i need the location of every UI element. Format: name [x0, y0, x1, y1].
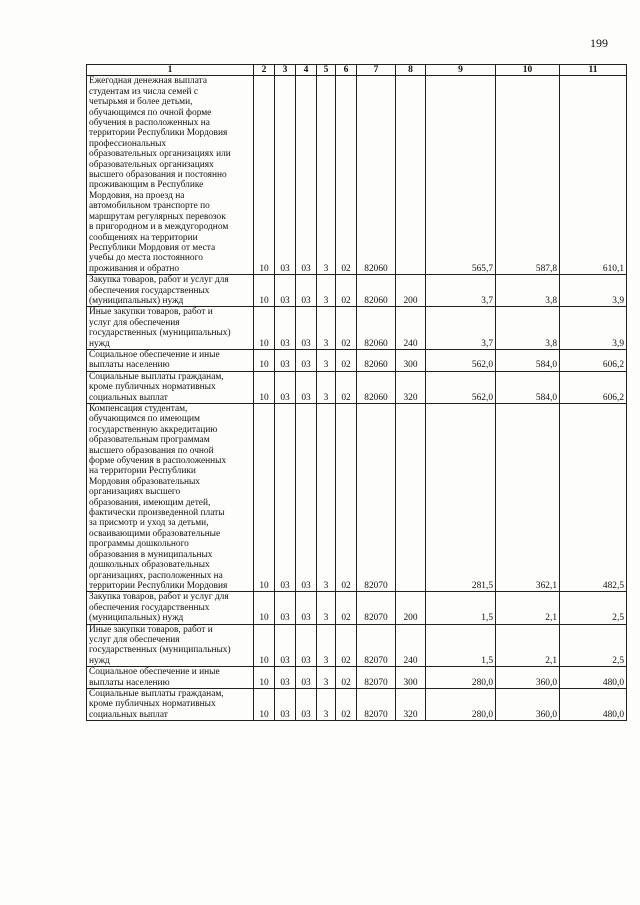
cell-expense-type [396, 76, 426, 275]
cell-amount-year2: 587,8 [496, 76, 560, 275]
cell-expense-type: 320 [396, 688, 426, 720]
cell-section: 10 [254, 275, 275, 307]
cell-subsection: 03 [275, 667, 296, 689]
cell-subprogram: 3 [317, 592, 336, 624]
cell-program: 03 [296, 76, 317, 275]
cell-expense-type: 200 [396, 592, 426, 624]
row-name: Социальное обеспечение и иные выплаты населению [87, 349, 254, 371]
cell-amount-year1: 280,0 [426, 667, 496, 689]
cell-section: 10 [254, 349, 275, 371]
cell-program: 03 [296, 404, 317, 592]
cell-subprogram: 3 [317, 688, 336, 720]
cell-measure: 02 [336, 592, 357, 624]
cell-subsection: 03 [275, 307, 296, 350]
cell-amount-year3: 480,0 [560, 667, 627, 689]
cell-amount-year1: 3,7 [426, 275, 496, 307]
cell-direction: 82070 [357, 667, 396, 689]
cell-direction: 82060 [357, 275, 396, 307]
cell-subprogram: 3 [317, 307, 336, 350]
cell-amount-year1: 1,5 [426, 592, 496, 624]
table-row [87, 76, 627, 275]
cell-subsection: 03 [275, 349, 296, 371]
cell-amount-year3: 3,9 [560, 307, 627, 350]
column-header: 5 [317, 65, 336, 76]
cell-subprogram: 3 [317, 349, 336, 371]
column-header: 6 [336, 65, 357, 76]
row-name: Иные закупки товаров, работ и услуг для обеспечения государственных (муниципальных) нужд [87, 307, 254, 350]
cell-section: 10 [254, 624, 275, 667]
cell-measure: 02 [336, 667, 357, 689]
cell-expense-type: 300 [396, 667, 426, 689]
column-header: 8 [396, 65, 426, 76]
row-name: Компенсация студентам, обучающимся по имеющим государственную аккредитацию образовательным программам высшего образования по очной форме обучения в расположенных на территории Республики Мордовия образовательных организациях высшего образования, имеющим детей, фактически произведенной платы за присмотр и уход за детьми, осваивающими образовательные программы дошкольного образования в муниципальных дошкольных образовательных организациях, расположенных на территории Республики Мордовия [87, 404, 254, 592]
column-header: 4 [296, 65, 317, 76]
cell-amount-year3: 2,5 [560, 624, 627, 667]
cell-section: 10 [254, 404, 275, 592]
cell-subsection: 03 [275, 275, 296, 307]
cell-direction: 82060 [357, 307, 396, 350]
cell-subsection: 03 [275, 404, 296, 592]
cell-amount-year3: 606,2 [560, 371, 627, 403]
column-header: 10 [496, 65, 560, 76]
cell-subprogram: 3 [317, 404, 336, 592]
cell-measure: 02 [336, 371, 357, 403]
table-row [87, 688, 627, 720]
cell-amount-year2: 2,1 [496, 592, 560, 624]
cell-program: 03 [296, 349, 317, 371]
cell-direction: 82070 [357, 404, 396, 592]
cell-direction: 82060 [357, 349, 396, 371]
row-name: Социальное обеспечение и иные выплаты населению [87, 667, 254, 689]
row-name: Иные закупки товаров, работ и услуг для обеспечения государственных (муниципальных) нужд [87, 624, 254, 667]
row-name: Ежегодная денежная выплата студентам из числа семей с четырьмя и более детьми, обучающимся по очной форме обучения в расположенных на территории Республики Мордовия профессиональных образовательных организациях или образовательных организациях высшего образования и постоянно проживающим в Республике Мордовия, на проезд на автомобильном транспорте по маршрутам регулярных перевозок в пригородном и в междугородном сообщениях на территории Республики Мордовия от места учебы до места постоянного проживания и обратно [87, 76, 254, 275]
page-number: 199 [590, 36, 608, 50]
cell-amount-year1: 281,5 [426, 404, 496, 592]
cell-subsection: 03 [275, 371, 296, 403]
table-row [87, 404, 627, 592]
cell-subprogram: 3 [317, 76, 336, 275]
table-row [87, 667, 627, 689]
cell-measure: 02 [336, 307, 357, 350]
cell-measure: 02 [336, 404, 357, 592]
cell-measure: 02 [336, 76, 357, 275]
cell-direction: 82070 [357, 592, 396, 624]
cell-amount-year3: 3,9 [560, 275, 627, 307]
table-row [87, 592, 627, 624]
row-name: Закупка товаров, работ и услуг для обеспечения государственных (муниципальных) нужд [87, 275, 254, 307]
cell-program: 03 [296, 688, 317, 720]
cell-expense-type: 300 [396, 349, 426, 371]
row-name: Закупка товаров, работ и услуг для обеспечения государственных (муниципальных) нужд [87, 592, 254, 624]
cell-amount-year2: 360,0 [496, 667, 560, 689]
cell-measure: 02 [336, 688, 357, 720]
column-header: 1 [87, 65, 254, 76]
cell-measure: 02 [336, 624, 357, 667]
column-header: 9 [426, 65, 496, 76]
cell-section: 10 [254, 371, 275, 403]
cell-amount-year2: 362,1 [496, 404, 560, 592]
cell-subsection: 03 [275, 624, 296, 667]
cell-expense-type: 200 [396, 275, 426, 307]
cell-amount-year2: 584,0 [496, 371, 560, 403]
cell-expense-type [396, 404, 426, 592]
row-name: Социальные выплаты гражданам, кроме публичных нормативных социальных выплат [87, 371, 254, 403]
cell-program: 03 [296, 592, 317, 624]
cell-section: 10 [254, 688, 275, 720]
cell-amount-year1: 565,7 [426, 76, 496, 275]
cell-program: 03 [296, 667, 317, 689]
cell-expense-type: 240 [396, 624, 426, 667]
cell-amount-year1: 3,7 [426, 307, 496, 350]
cell-program: 03 [296, 371, 317, 403]
cell-direction: 82070 [357, 688, 396, 720]
cell-amount-year1: 280,0 [426, 688, 496, 720]
cell-section: 10 [254, 592, 275, 624]
cell-amount-year1: 562,0 [426, 349, 496, 371]
column-header: 11 [560, 65, 627, 76]
cell-measure: 02 [336, 349, 357, 371]
cell-amount-year2: 2,1 [496, 624, 560, 667]
cell-amount-year2: 584,0 [496, 349, 560, 371]
cell-measure: 02 [336, 275, 357, 307]
cell-subprogram: 3 [317, 371, 336, 403]
cell-direction: 82060 [357, 76, 396, 275]
table-row [87, 371, 627, 403]
cell-amount-year3: 606,2 [560, 349, 627, 371]
cell-subsection: 03 [275, 592, 296, 624]
column-header: 2 [254, 65, 275, 76]
cell-subprogram: 3 [317, 624, 336, 667]
cell-program: 03 [296, 307, 317, 350]
cell-amount-year2: 3,8 [496, 275, 560, 307]
column-header: 3 [275, 65, 296, 76]
cell-direction: 82060 [357, 371, 396, 403]
cell-section: 10 [254, 667, 275, 689]
cell-subsection: 03 [275, 76, 296, 275]
table-row [87, 349, 627, 371]
cell-section: 10 [254, 76, 275, 275]
cell-amount-year2: 3,8 [496, 307, 560, 350]
cell-section: 10 [254, 307, 275, 350]
row-name: Социальные выплаты гражданам, кроме публичных нормативных социальных выплат [87, 688, 254, 720]
cell-expense-type: 240 [396, 307, 426, 350]
cell-program: 03 [296, 624, 317, 667]
table-row [87, 624, 627, 667]
column-number-row [87, 65, 627, 76]
cell-amount-year1: 562,0 [426, 371, 496, 403]
cell-direction: 82070 [357, 624, 396, 667]
cell-amount-year3: 610,1 [560, 76, 627, 275]
cell-program: 03 [296, 275, 317, 307]
cell-subprogram: 3 [317, 667, 336, 689]
cell-expense-type: 320 [396, 371, 426, 403]
cell-amount-year3: 480,0 [560, 688, 627, 720]
cell-amount-year2: 360,0 [496, 688, 560, 720]
budget-table [86, 64, 627, 721]
cell-amount-year3: 482,5 [560, 404, 627, 592]
cell-subprogram: 3 [317, 275, 336, 307]
cell-subsection: 03 [275, 688, 296, 720]
cell-amount-year3: 2,5 [560, 592, 627, 624]
column-header: 7 [357, 65, 396, 76]
table-row [87, 275, 627, 307]
cell-amount-year1: 1,5 [426, 624, 496, 667]
table-row [87, 307, 627, 350]
